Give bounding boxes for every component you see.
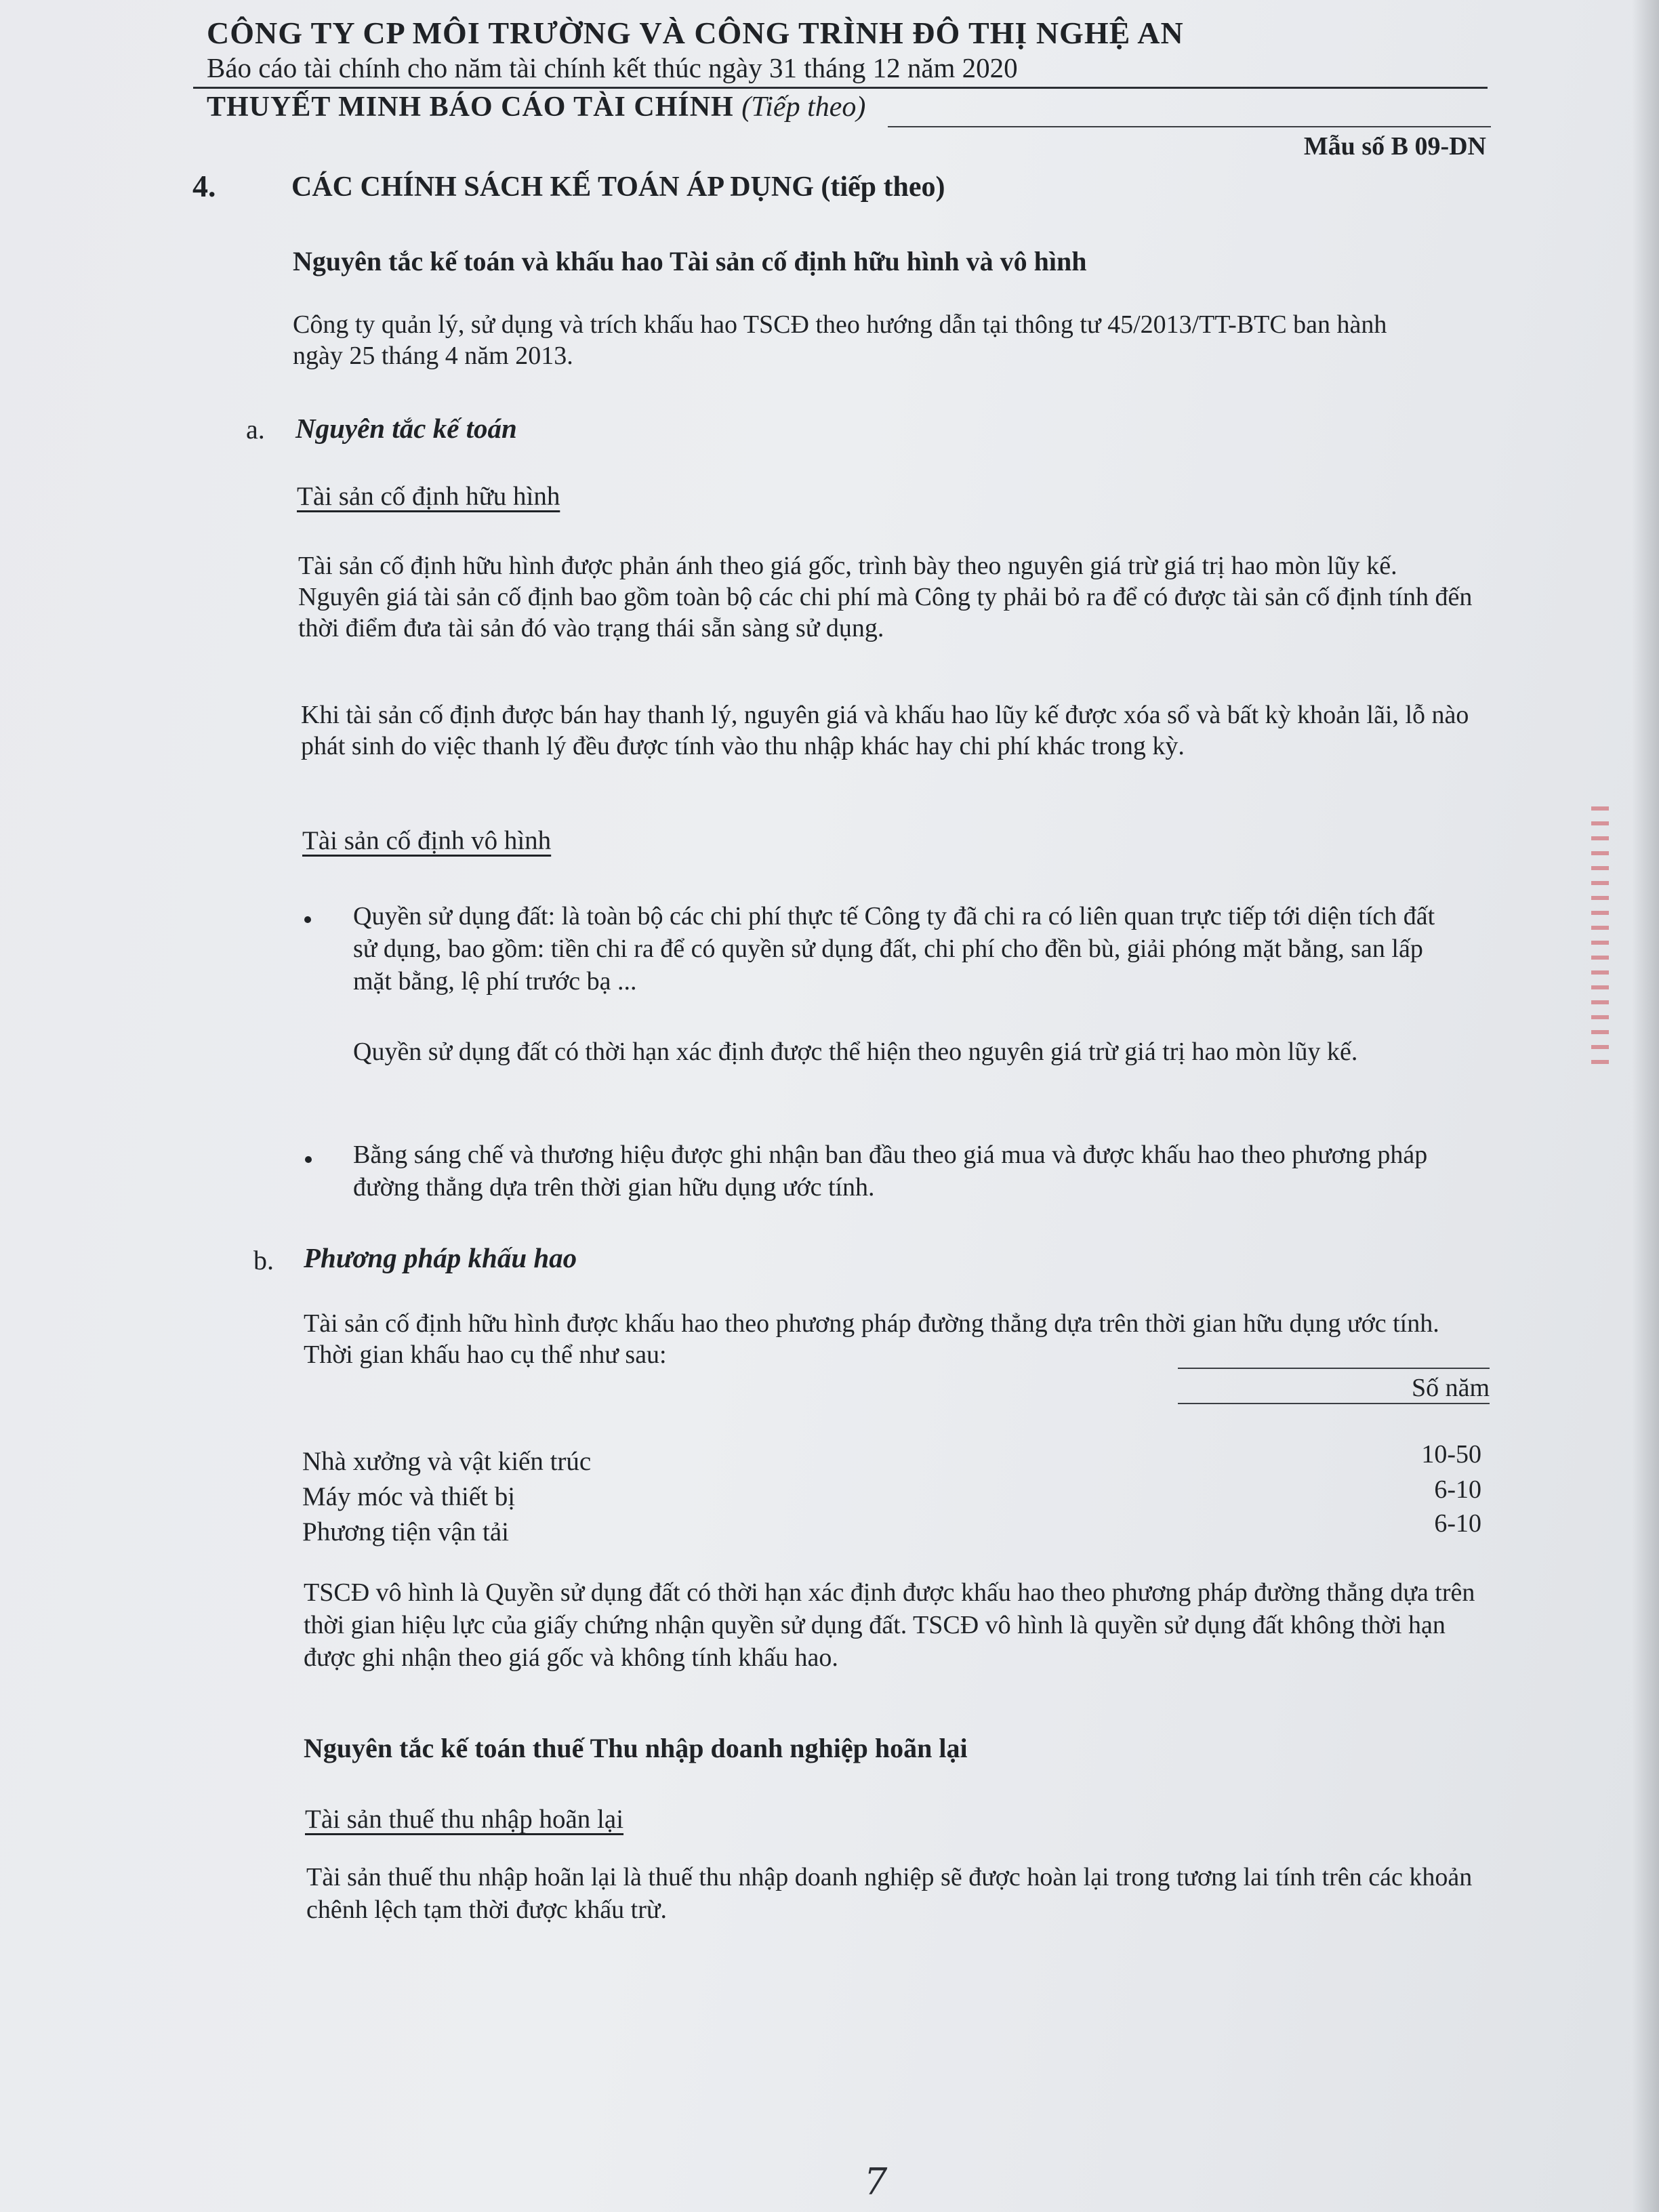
fixed-assets-heading: Nguyên tắc kế toán và khấu hao Tài sản cố định hữu hình và vô hình <box>293 246 1087 276</box>
header-divider <box>193 87 1488 89</box>
notes-title <box>207 91 865 123</box>
land-use-right-bullet: Quyền sử dụng đất: là toàn bộ các chi phí thực tế Công ty đã chi ra có liên quan trực tiếp tới diện tích đất sử dụng, bao gồm: tiền chi ra để có quyền sử dụng đất, chi phí cho đền bù, giải phóng mặt bằng, san lấp mặt bằng, lệ phí trước bạ ... <box>353 902 1435 996</box>
column-header-rule-top <box>1178 1368 1490 1369</box>
asset-row-label: Máy móc và thiết bị <box>302 1482 516 1511</box>
bullet-dot <box>304 916 311 923</box>
tangible-paragraph-2: Khi tài sản cố định được bán hay thanh lý, nguyên giá và khấu hao lũy kế được xóa sổ và bất kỳ khoản lãi, lỗ nào phát sinh do việc thanh lý đều được tính vào thu nhập khác hay chi phí khác trong kỳ. <box>301 701 1469 760</box>
tangible-paragraph-1: Tài sản cố định hữu hình được phản ánh theo giá gốc, trình bày theo nguyên giá trừ giá trị hao mòn lũy kế. Nguyên giá tài sản cố định bao gồm toàn bộ các chi phí mà Công ty phải bỏ ra để có được tài sản cố định tính đến thời điểm đưa tài sản đó vào trạng thái sẵn sàng sử dụng. <box>298 552 1473 642</box>
column-header-rule-bottom <box>1178 1403 1490 1404</box>
paper-edge-shadow <box>1632 0 1659 2212</box>
notes-title-suffix: (Tiếp theo) <box>741 91 866 123</box>
asset-row-label: Phương tiện vận tải <box>302 1517 509 1547</box>
asset-row-label: Nhà xưởng và vật kiến trúc <box>302 1447 592 1476</box>
company-name: CÔNG TY CP MÔI TRƯỜNG VÀ CÔNG TRÌNH ĐÔ THỊ NGHỆ AN <box>207 16 1184 50</box>
depreciation-paragraph: Tài sản cố định hữu hình được khấu hao theo phương pháp đường thẳng dựa trên thời gian hữu dụng ước tính. Thời gian khấu hao cụ thể như sau: <box>304 1309 1439 1369</box>
section-title-suffix: (tiếp theo) <box>821 171 945 203</box>
part-a-letter: a. <box>246 414 265 445</box>
patent-trademark-bullet: Bằng sáng chế và thương hiệu được ghi nhận ban đầu theo giá mua và được khấu hao theo phương pháp đường thẳng dựa trên thời gian hữu dụng ước tính. <box>353 1141 1428 1202</box>
section-number: 4. <box>192 169 216 203</box>
deferred-tax-asset-paragraph: Tài sản thuế thu nhập hoãn lại là thuế thu nhập doanh nghiệp sẽ được hoàn lại trong tương lai tính trên các khoản chênh lệch tạm thời được khấu trừ. <box>306 1863 1473 1924</box>
tangible-assets-heading: Tài sản cố định hữu hình <box>297 482 560 511</box>
asset-row-years: 10-50 <box>1421 1440 1481 1469</box>
section-title <box>291 171 945 203</box>
part-b-letter: b. <box>253 1245 274 1275</box>
fixed-assets-intro: Công ty quản lý, sử dụng và trích khấu hao TSCĐ theo hướng dẫn tại thông tư 45/2013/TT-BTC ban hành ngày 25 tháng 4 năm 2013. <box>293 310 1387 370</box>
notes-title-main: THUYẾT MINH BÁO CÁO TÀI CHÍNH <box>207 91 734 123</box>
section-title-main: CÁC CHÍNH SÁCH KẾ TOÁN ÁP DỤNG <box>291 171 814 203</box>
header-divider-2 <box>888 126 1491 127</box>
bullet-dot <box>305 1156 312 1163</box>
asset-row-years: 6-10 <box>1434 1475 1481 1504</box>
part-b-title: Phương pháp khấu hao <box>304 1242 577 1273</box>
asset-row-years: 6-10 <box>1434 1509 1481 1538</box>
red-stamp-bleed <box>1591 806 1609 1064</box>
land-use-right-continuation: Quyền sử dụng đất có thời hạn xác định được thể hiện theo nguyên giá trừ giá trị hao mòn lũy kế. <box>353 1038 1358 1066</box>
page-number: 7 <box>864 2160 888 2203</box>
intangible-assets-heading: Tài sản cố định vô hình <box>302 826 552 855</box>
years-column-header: Số năm <box>1411 1374 1490 1402</box>
intangible-depreciation-paragraph: TSCĐ vô hình là Quyền sử dụng đất có thời hạn xác định được khấu hao theo phương pháp đường thẳng dựa trên thời gian hiệu lực của giấy chứng nhận quyền sử dụng đất. TSCĐ vô hình là quyền sử dụng đất không thời hạn được ghi nhận theo giá gốc và không tính khấu hao. <box>304 1578 1475 1672</box>
part-a-title: Nguyên tắc kế toán <box>295 413 517 444</box>
deferred-tax-heading: Nguyên tắc kế toán thuế Thu nhập doanh nghiệp hoãn lại <box>304 1733 968 1763</box>
deferred-tax-asset-heading: Tài sản thuế thu nhập hoãn lại <box>305 1805 624 1834</box>
form-number: Mẫu số B 09-DN <box>1303 132 1486 161</box>
report-period: Báo cáo tài chính cho năm tài chính kết thúc ngày 31 tháng 12 năm 2020 <box>207 52 1018 83</box>
